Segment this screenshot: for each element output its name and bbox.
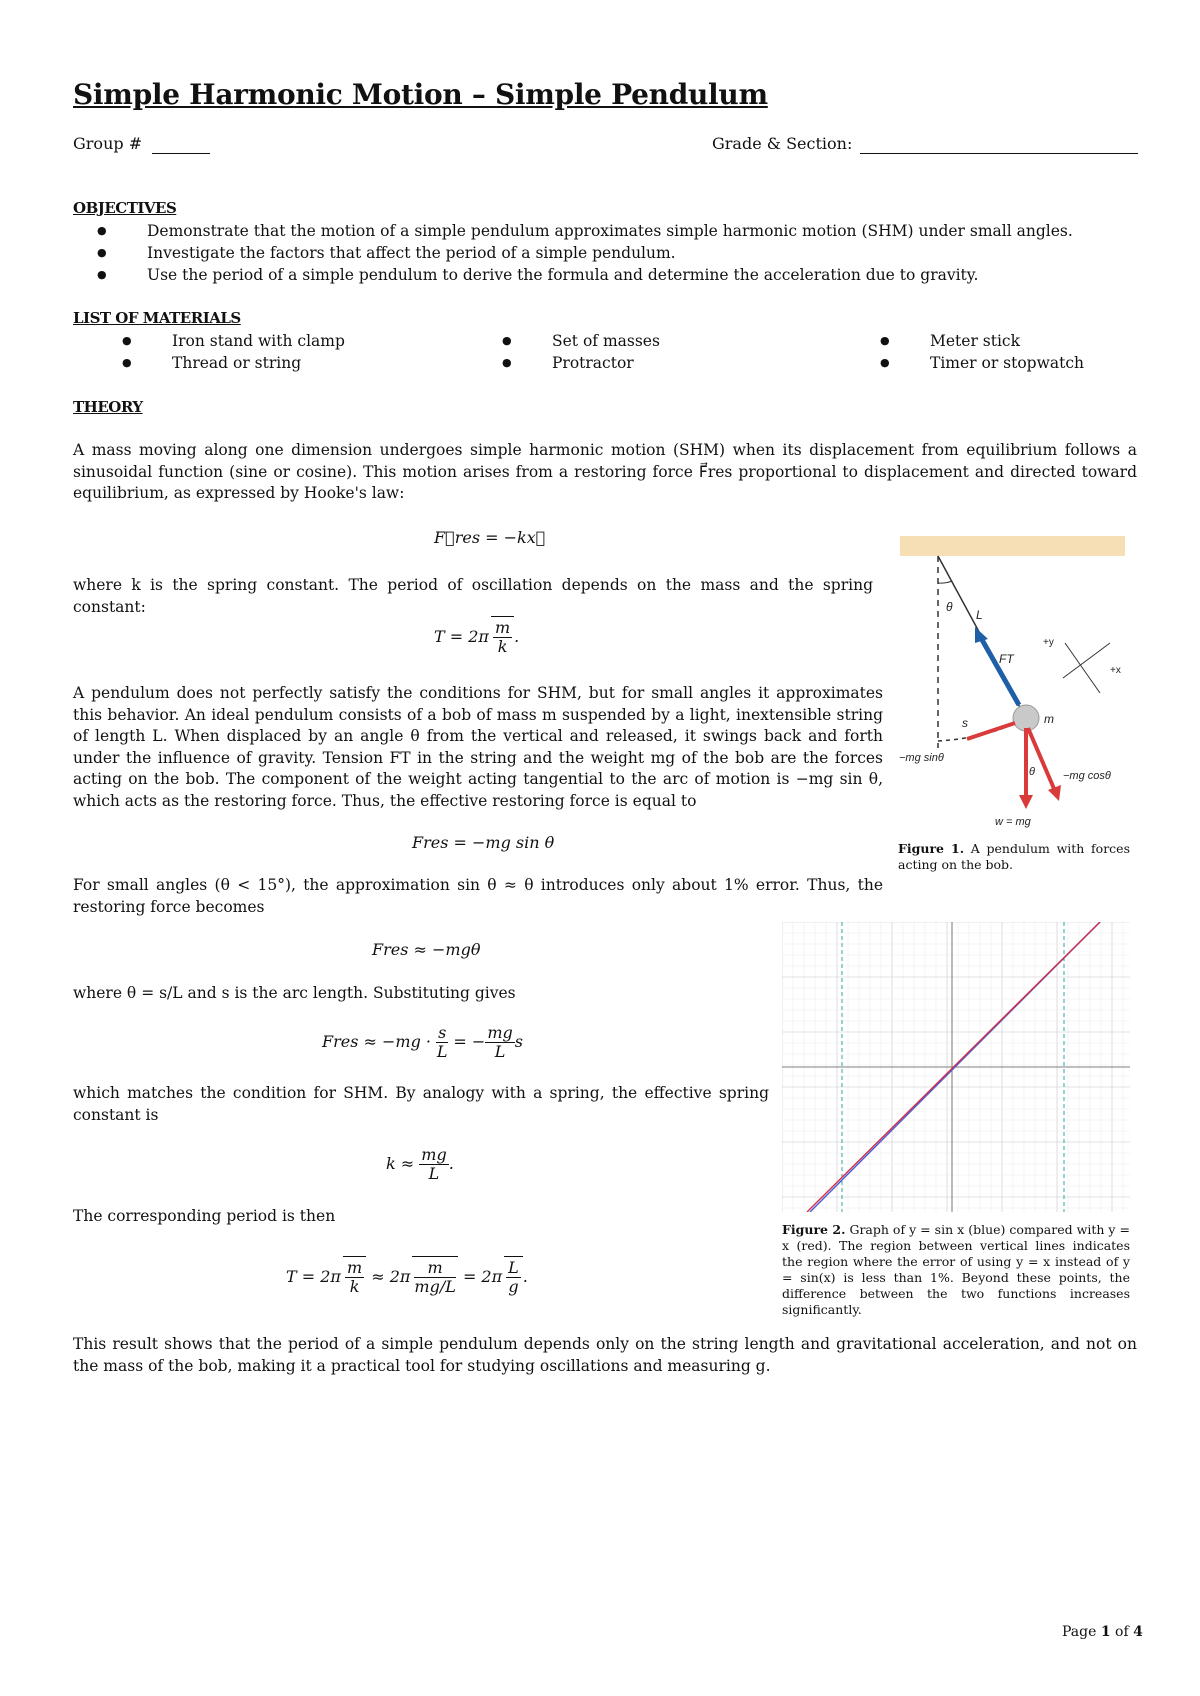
- sqrt-sign: [343, 1256, 366, 1296]
- list-item: ● Meter stick: [856, 330, 1084, 352]
- caption-text: Graph of y = sin x (blue) compared with y = x (red). The region between vertical lines indicates the region where the error of using y = x instead of y = sin(x) is less than 1%. Beyond these points, the difference between the two functions increases significantly.: [782, 1222, 1130, 1317]
- equation-substitution: [322, 1024, 523, 1061]
- caption-label: Figure 1.: [898, 841, 965, 856]
- theory-paragraph-4: For small angles (θ < 15°), the approximation sin θ ≈ θ introduces only about 1% error. Thus, the restoring force becomes: [73, 876, 883, 916]
- eq-den: L: [494, 1042, 506, 1061]
- list-item: ● Iron stand with clamp: [98, 330, 345, 352]
- eq-num: mg: [487, 1023, 513, 1042]
- equation-pendulum-period: [286, 1256, 528, 1296]
- equation-restoring-force: Fres = −mg sin θ: [412, 833, 555, 852]
- weight-label: w = mg: [995, 816, 1031, 828]
- eq-part: Fres ≈ −mg ·: [322, 1032, 431, 1051]
- list-item: ● Set of masses: [478, 330, 660, 352]
- figure-2-caption: [782, 1222, 1130, 1318]
- grade-section-label: Grade & Section:: [712, 134, 853, 153]
- figure-2-graph: [782, 922, 1130, 1212]
- weight-arrowhead: [1019, 795, 1033, 809]
- group-blank[interactable]: [152, 152, 210, 154]
- eq-num: mg: [421, 1145, 447, 1164]
- normal-force-label: −mg cosθ: [1063, 770, 1111, 782]
- eq-part: .: [448, 1154, 454, 1173]
- eq-num: s: [438, 1023, 447, 1042]
- theta-label: θ: [946, 600, 953, 614]
- equation-effective-k: [386, 1146, 454, 1183]
- list-item: ● Investigate the factors that affect the period of a simple pendulum.: [73, 242, 1073, 264]
- theory-paragraph-8: This result shows that the period of a simple pendulum depends only on the string length and gravitational acceleration, and not on the mass of the bob, making it a practical tool for studying oscillations and measuring g.: [73, 1335, 1137, 1375]
- arc-length-label: s: [962, 716, 968, 730]
- equation-small-angle: Fres ≈ −mgθ: [372, 940, 481, 959]
- eq-den: k: [497, 637, 508, 656]
- eq-part: ≈ 2π: [371, 1267, 411, 1286]
- normal-force-vector: [1028, 728, 1055, 791]
- length-label: L: [976, 608, 983, 622]
- grade-section-blank[interactable]: [860, 152, 1138, 154]
- figure-1-caption: [898, 841, 1130, 873]
- eq-part: .: [522, 1267, 528, 1286]
- eq-part: = 2π: [462, 1267, 503, 1286]
- materials-heading: LIST OF MATERIALS: [73, 309, 241, 327]
- bob-circle: [1013, 705, 1039, 731]
- equation-spring-period: T = 2π $\frac{m}{k}$ .: [434, 618, 520, 656]
- sqrt-sign: [412, 1256, 457, 1296]
- page-title: Simple Harmonic Motion – Simple Pendulum: [73, 78, 768, 111]
- eq-lhs: T = 2π: [434, 627, 489, 646]
- theta2-label: θ: [1029, 766, 1035, 778]
- list-item: ● Protractor: [478, 352, 660, 374]
- materials-col1: [98, 330, 345, 374]
- tension-label: FT: [999, 652, 1014, 666]
- list-item: ● Demonstrate that the motion of a simple pendulum approximates simple harmonic motion (SHM) under small angles.: [73, 220, 1073, 242]
- eq-den: k: [349, 1277, 360, 1296]
- objectives-list: [73, 220, 1073, 286]
- ceiling-bar: [900, 536, 1125, 556]
- objectives-heading: OBJECTIVES: [73, 199, 177, 217]
- page-current: 1: [1100, 1624, 1111, 1640]
- caption-text: A pendulum with forces acting on the bob.: [898, 841, 1130, 872]
- theory-paragraph-6: which matches the condition for SHM. By analogy with a spring, the effective spring constant is: [73, 1084, 769, 1124]
- figure-1-pendulum-diagram: [895, 533, 1130, 833]
- page-of: of: [1115, 1624, 1129, 1640]
- eq-den: L: [436, 1042, 448, 1061]
- theta-arc: [938, 581, 952, 583]
- eq-part: s: [514, 1032, 523, 1051]
- sqrt-sign: [491, 616, 514, 656]
- eq-part: = −: [453, 1032, 486, 1051]
- materials-col2: [478, 330, 660, 374]
- eq-den: L: [428, 1164, 440, 1183]
- list-item: ● Thread or string: [98, 352, 345, 374]
- theory-paragraph-1: A mass moving along one dimension undergoes simple harmonic motion (SHM) when its displacement from equilibrium follows a sinusoidal function (sine or cosine). This motion arises from a restoring force F⃗res proportional to displacement and directed toward equilibrium, as expressed by Hooke's law:: [73, 441, 1137, 502]
- tangential-force-vector: [967, 723, 1015, 739]
- eq-part: T = 2π: [286, 1267, 341, 1286]
- eq-num: m: [346, 1258, 363, 1277]
- group-label: Group #: [73, 134, 143, 153]
- eq-part: k ≈: [386, 1154, 415, 1173]
- equation-hookes-law: F⃗res = −kx⃗: [434, 528, 546, 547]
- mass-label: m: [1044, 712, 1054, 726]
- page-prefix: Page: [1062, 1624, 1097, 1640]
- eq-num: m: [414, 1259, 455, 1278]
- theory-paragraph-3: A pendulum does not perfectly satisfy the conditions for SHM, but for small angles it approximates this behavior. An ideal pendulum consists of a bob of mass m suspended by a light, inextensible string of length L. When displaced by an angle θ from the vertical and released, it swings back and forth under the influence of gravity. Tension FT in the string and the weight mg of the bob are the forces acting on the bob. The component of the weight acting tangential to the arc of motion is −mg sin θ, which acts as the restoring force. Thus, the effective restoring force is equal to: [73, 684, 883, 810]
- tangential-force-label: −mg sinθ: [899, 752, 944, 764]
- theory-paragraph-7: The corresponding period is then: [73, 1207, 336, 1225]
- theory-paragraph-2: where k is the spring constant. The period of oscillation depends on the mass and the spring constant:: [73, 576, 873, 616]
- tension-vector: [981, 638, 1019, 705]
- eq-num: L: [508, 1258, 519, 1277]
- page-total: 4: [1133, 1624, 1143, 1640]
- y-axis-line: [1065, 643, 1100, 693]
- plus-x-label: +x: [1110, 665, 1121, 676]
- tension-arrowhead: [975, 627, 988, 643]
- eq-den: g: [508, 1277, 519, 1296]
- page-number: [1062, 1624, 1143, 1640]
- sqrt-sign: [504, 1256, 523, 1296]
- eq-num: m: [494, 618, 511, 637]
- plus-y-label: +y: [1043, 637, 1054, 648]
- list-item: ● Timer or stopwatch: [856, 352, 1084, 374]
- eq-den: mg/L: [414, 1277, 456, 1296]
- theory-paragraph-5: where θ = s/L and s is the arc length. Substituting gives: [73, 984, 516, 1002]
- materials-col3: [856, 330, 1084, 374]
- caption-label: Figure 2.: [782, 1222, 846, 1237]
- x-axis-line: [1063, 643, 1110, 678]
- theory-heading: THEORY: [73, 398, 143, 416]
- list-item: ● Use the period of a simple pendulum to derive the formula and determine the acceleration due to gravity.: [73, 264, 1073, 286]
